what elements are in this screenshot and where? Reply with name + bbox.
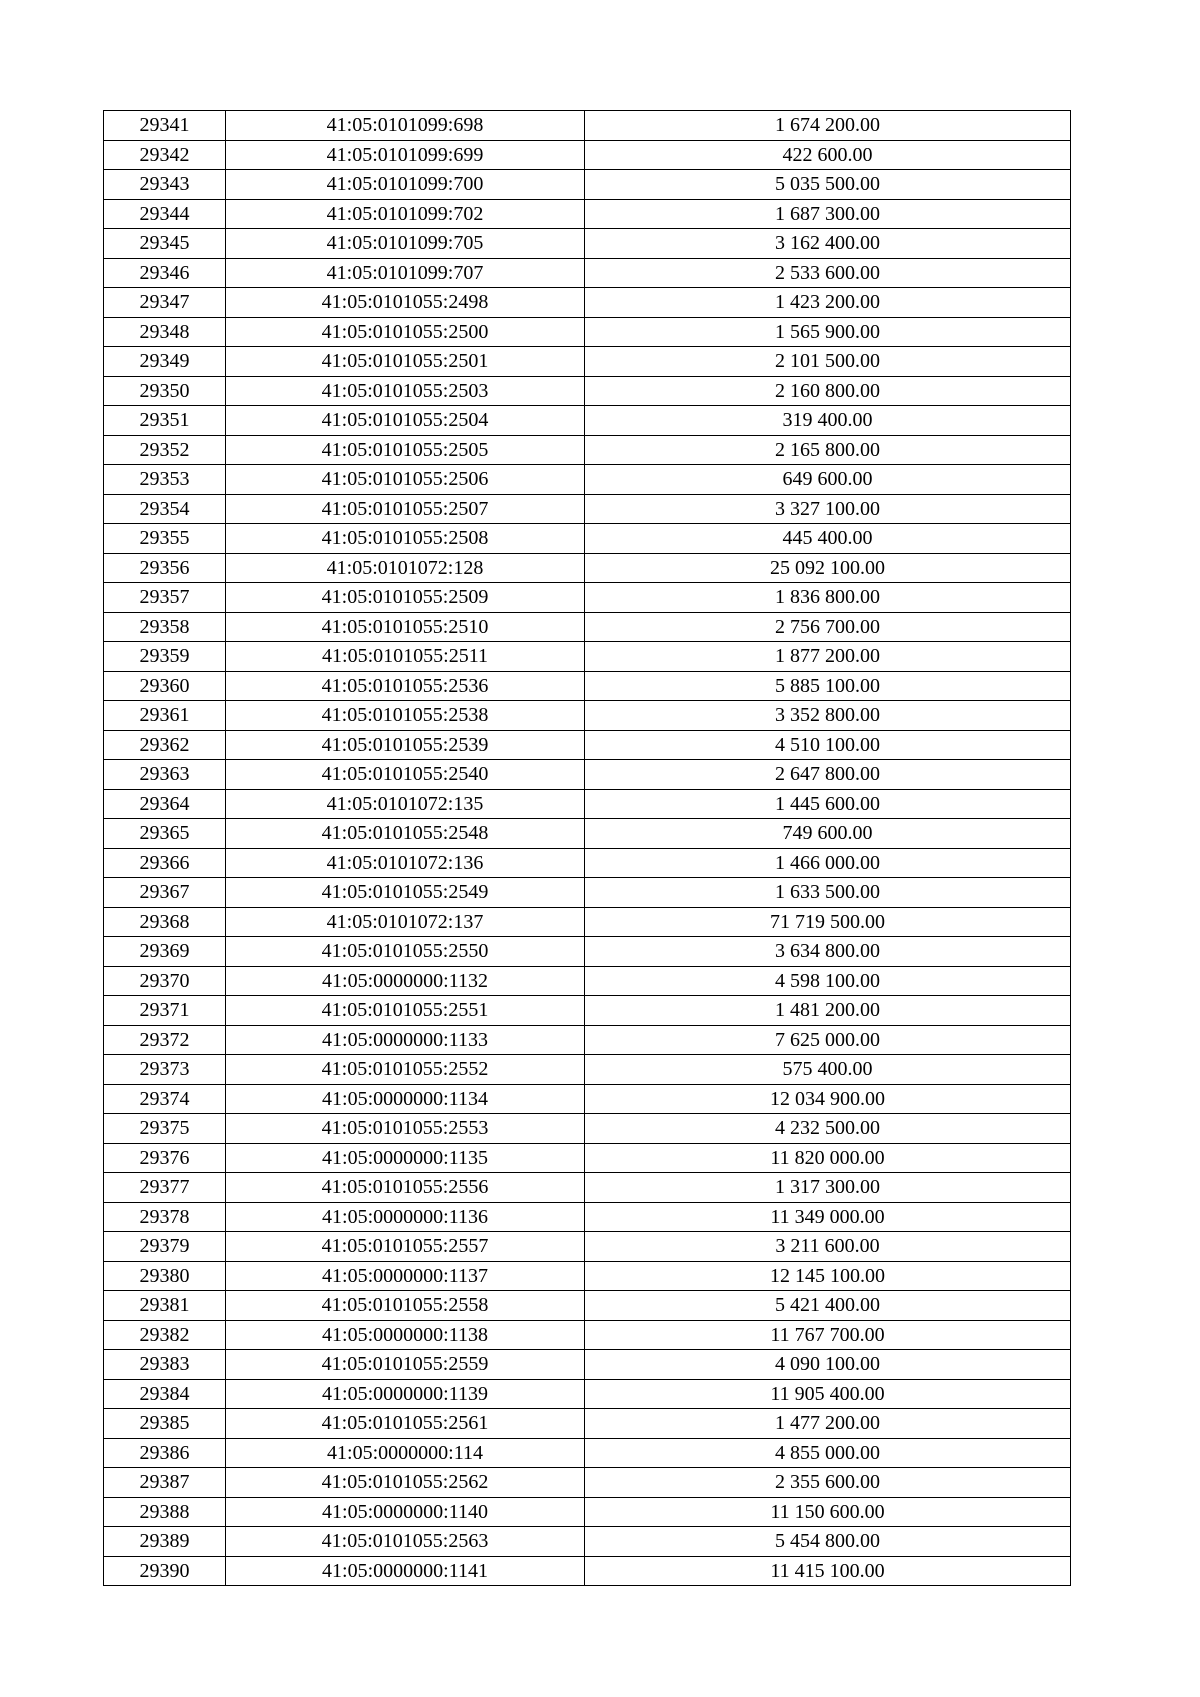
cadastral-value-cell: 12 034 900.00: [585, 1084, 1071, 1114]
cadastral-value-cell: 11 349 000.00: [585, 1202, 1071, 1232]
table-row: [104, 966, 1071, 996]
row-number-cell: 29348: [104, 317, 226, 347]
row-number-cell: 29383: [104, 1350, 226, 1380]
table-row: [104, 435, 1071, 465]
cadastral-number-cell: 41:05:0101055:2536: [226, 671, 585, 701]
row-number-cell: 29360: [104, 671, 226, 701]
cadastral-number-cell: 41:05:0101055:2558: [226, 1291, 585, 1321]
cadastral-value-cell: 1 836 800.00: [585, 583, 1071, 613]
table-body: [104, 111, 1071, 1586]
cadastral-value-cell: 4 598 100.00: [585, 966, 1071, 996]
cadastral-number-cell: 41:05:0000000:1134: [226, 1084, 585, 1114]
table-row: [104, 553, 1071, 583]
row-number-cell: 29349: [104, 347, 226, 377]
row-number-cell: 29363: [104, 760, 226, 790]
row-number-cell: 29370: [104, 966, 226, 996]
table-row: [104, 376, 1071, 406]
table-row: [104, 317, 1071, 347]
cadastral-value-cell: 1 445 600.00: [585, 789, 1071, 819]
row-number-cell: 29354: [104, 494, 226, 524]
table-row: [104, 494, 1071, 524]
cadastral-value-cell: 3 327 100.00: [585, 494, 1071, 524]
cadastral-value-cell: 2 355 600.00: [585, 1468, 1071, 1498]
table-row: [104, 1055, 1071, 1085]
cadastral-number-cell: 41:05:0101055:2510: [226, 612, 585, 642]
cadastral-value-cell: 2 756 700.00: [585, 612, 1071, 642]
table-row: [104, 1409, 1071, 1439]
row-number-cell: 29376: [104, 1143, 226, 1173]
row-number-cell: 29341: [104, 111, 226, 141]
cadastral-value-cell: 1 565 900.00: [585, 317, 1071, 347]
cadastral-value-cell: 422 600.00: [585, 140, 1071, 170]
cadastral-value-cell: 2 160 800.00: [585, 376, 1071, 406]
cadastral-value-cell: 2 101 500.00: [585, 347, 1071, 377]
table-row: [104, 819, 1071, 849]
table-row: [104, 140, 1071, 170]
row-number-cell: 29357: [104, 583, 226, 613]
cadastral-value-cell: 2 165 800.00: [585, 435, 1071, 465]
cadastral-value-cell: 319 400.00: [585, 406, 1071, 436]
cadastral-number-cell: 41:05:0101055:2540: [226, 760, 585, 790]
cadastral-number-cell: 41:05:0101055:2549: [226, 878, 585, 908]
cadastral-value-cell: 25 092 100.00: [585, 553, 1071, 583]
cadastral-number-cell: 41:05:0000000:1135: [226, 1143, 585, 1173]
cadastral-number-cell: 41:05:0101055:2551: [226, 996, 585, 1026]
cadastral-number-cell: 41:05:0101055:2507: [226, 494, 585, 524]
table-row: [104, 1025, 1071, 1055]
table-row: [104, 1143, 1071, 1173]
cadastral-number-cell: 41:05:0101055:2557: [226, 1232, 585, 1262]
cadastral-value-cell: 71 719 500.00: [585, 907, 1071, 937]
cadastral-number-cell: 41:05:0101055:2506: [226, 465, 585, 495]
cadastral-value-cell: 649 600.00: [585, 465, 1071, 495]
cadastral-number-cell: 41:05:0101055:2548: [226, 819, 585, 849]
cadastral-number-cell: 41:05:0000000:1141: [226, 1556, 585, 1586]
cadastral-value-cell: 1 687 300.00: [585, 199, 1071, 229]
cadastral-number-cell: 41:05:0101055:2498: [226, 288, 585, 318]
cadastral-number-cell: 41:05:0101055:2539: [226, 730, 585, 760]
cadastral-number-cell: 41:05:0101099:702: [226, 199, 585, 229]
row-number-cell: 29387: [104, 1468, 226, 1498]
cadastral-number-cell: 41:05:0101055:2562: [226, 1468, 585, 1498]
cadastral-value-cell: 1 466 000.00: [585, 848, 1071, 878]
row-number-cell: 29362: [104, 730, 226, 760]
cadastral-value-cell: 1 633 500.00: [585, 878, 1071, 908]
cadastral-number-cell: 41:05:0101055:2511: [226, 642, 585, 672]
cadastral-value-cell: 11 820 000.00: [585, 1143, 1071, 1173]
cadastral-number-cell: 41:05:0000000:1140: [226, 1497, 585, 1527]
cadastral-number-cell: 41:05:0101055:2508: [226, 524, 585, 554]
row-number-cell: 29386: [104, 1438, 226, 1468]
table-row: [104, 111, 1071, 141]
row-number-cell: 29378: [104, 1202, 226, 1232]
row-number-cell: 29381: [104, 1291, 226, 1321]
table-row: [104, 347, 1071, 377]
table-row: [104, 465, 1071, 495]
row-number-cell: 29344: [104, 199, 226, 229]
cadastral-value-cell: 4 855 000.00: [585, 1438, 1071, 1468]
row-number-cell: 29390: [104, 1556, 226, 1586]
table-row: [104, 229, 1071, 259]
row-number-cell: 29384: [104, 1379, 226, 1409]
row-number-cell: 29358: [104, 612, 226, 642]
table-row: [104, 612, 1071, 642]
row-number-cell: 29369: [104, 937, 226, 967]
cadastral-value-cell: 1 423 200.00: [585, 288, 1071, 318]
row-number-cell: 29361: [104, 701, 226, 731]
table-row: [104, 760, 1071, 790]
table-row: [104, 907, 1071, 937]
cadastral-number-cell: 41:05:0101099:698: [226, 111, 585, 141]
table-row: [104, 1438, 1071, 1468]
row-number-cell: 29343: [104, 170, 226, 200]
row-number-cell: 29342: [104, 140, 226, 170]
cadastral-value-cell: 5 421 400.00: [585, 1291, 1071, 1321]
row-number-cell: 29355: [104, 524, 226, 554]
table-row: [104, 406, 1071, 436]
table-row: [104, 937, 1071, 967]
row-number-cell: 29389: [104, 1527, 226, 1557]
row-number-cell: 29368: [104, 907, 226, 937]
table-row: [104, 524, 1071, 554]
cadastral-value-cell: 445 400.00: [585, 524, 1071, 554]
cadastral-value-cell: 5 454 800.00: [585, 1527, 1071, 1557]
cadastral-number-cell: 41:05:0101055:2500: [226, 317, 585, 347]
cadastral-number-cell: 41:05:0101055:2501: [226, 347, 585, 377]
table-row: [104, 258, 1071, 288]
row-number-cell: 29366: [104, 848, 226, 878]
table-row: [104, 1497, 1071, 1527]
row-number-cell: 29364: [104, 789, 226, 819]
cadastral-number-cell: 41:05:0101055:2538: [226, 701, 585, 731]
cadastral-number-cell: 41:05:0000000:1139: [226, 1379, 585, 1409]
cadastral-number-cell: 41:05:0101072:128: [226, 553, 585, 583]
row-number-cell: 29367: [104, 878, 226, 908]
row-number-cell: 29365: [104, 819, 226, 849]
table-row: [104, 1173, 1071, 1203]
cadastral-number-cell: 41:05:0101055:2509: [226, 583, 585, 613]
cadastral-value-cell: 4 510 100.00: [585, 730, 1071, 760]
cadastral-number-cell: 41:05:0101055:2559: [226, 1350, 585, 1380]
table-row: [104, 170, 1071, 200]
table-row: [104, 1084, 1071, 1114]
row-number-cell: 29388: [104, 1497, 226, 1527]
table-row: [104, 996, 1071, 1026]
row-number-cell: 29353: [104, 465, 226, 495]
row-number-cell: 29374: [104, 1084, 226, 1114]
cadastral-value-cell: 7 625 000.00: [585, 1025, 1071, 1055]
cadastral-number-cell: 41:05:0101055:2504: [226, 406, 585, 436]
table-row: [104, 199, 1071, 229]
table-row: [104, 1556, 1071, 1586]
table-row: [104, 671, 1071, 701]
table-row: [104, 730, 1071, 760]
row-number-cell: 29350: [104, 376, 226, 406]
cadastral-number-cell: 41:05:0101055:2505: [226, 435, 585, 465]
cadastral-number-cell: 41:05:0101055:2550: [226, 937, 585, 967]
cadastral-value-cell: 749 600.00: [585, 819, 1071, 849]
cadastral-value-cell: 3 162 400.00: [585, 229, 1071, 259]
table-row: [104, 789, 1071, 819]
cadastral-value-cell: 3 634 800.00: [585, 937, 1071, 967]
row-number-cell: 29385: [104, 1409, 226, 1439]
cadastral-value-cell: 2 647 800.00: [585, 760, 1071, 790]
cadastral-number-cell: 41:05:0101099:700: [226, 170, 585, 200]
cadastral-value-cell: 1 317 300.00: [585, 1173, 1071, 1203]
table-row: [104, 1291, 1071, 1321]
row-number-cell: 29345: [104, 229, 226, 259]
table-row: [104, 878, 1071, 908]
cadastral-value-cell: 1 674 200.00: [585, 111, 1071, 141]
cadastral-value-cell: 11 150 600.00: [585, 1497, 1071, 1527]
cadastral-number-cell: 41:05:0101072:135: [226, 789, 585, 819]
row-number-cell: 29352: [104, 435, 226, 465]
cadastral-value-cell: 3 352 800.00: [585, 701, 1071, 731]
table-row: [104, 1320, 1071, 1350]
cadastral-number-cell: 41:05:0101072:136: [226, 848, 585, 878]
table-row: [104, 1527, 1071, 1557]
cadastral-value-cell: 5 885 100.00: [585, 671, 1071, 701]
cadastral-value-cell: 1 481 200.00: [585, 996, 1071, 1026]
cadastral-value-cell: 4 232 500.00: [585, 1114, 1071, 1144]
cadastral-value-cell: 11 415 100.00: [585, 1556, 1071, 1586]
cadastral-value-table: [103, 110, 1071, 1586]
cadastral-number-cell: 41:05:0101055:2561: [226, 1409, 585, 1439]
row-number-cell: 29371: [104, 996, 226, 1026]
table-row: [104, 701, 1071, 731]
cadastral-number-cell: 41:05:0000000:1132: [226, 966, 585, 996]
cadastral-value-cell: 1 877 200.00: [585, 642, 1071, 672]
cadastral-number-cell: 41:05:0101055:2553: [226, 1114, 585, 1144]
row-number-cell: 29375: [104, 1114, 226, 1144]
table-row: [104, 1202, 1071, 1232]
cadastral-number-cell: 41:05:0101055:2503: [226, 376, 585, 406]
row-number-cell: 29372: [104, 1025, 226, 1055]
cadastral-number-cell: 41:05:0101099:707: [226, 258, 585, 288]
cadastral-number-cell: 41:05:0101055:2552: [226, 1055, 585, 1085]
cadastral-value-cell: 4 090 100.00: [585, 1350, 1071, 1380]
cadastral-number-cell: 41:05:0101099:699: [226, 140, 585, 170]
cadastral-value-cell: 12 145 100.00: [585, 1261, 1071, 1291]
table-row: [104, 1468, 1071, 1498]
row-number-cell: 29346: [104, 258, 226, 288]
cadastral-value-cell: 11 767 700.00: [585, 1320, 1071, 1350]
cadastral-number-cell: 41:05:0101072:137: [226, 907, 585, 937]
cadastral-number-cell: 41:05:0000000:1138: [226, 1320, 585, 1350]
row-number-cell: 29347: [104, 288, 226, 318]
row-number-cell: 29359: [104, 642, 226, 672]
cadastral-value-cell: 1 477 200.00: [585, 1409, 1071, 1439]
cadastral-number-cell: 41:05:0101055:2563: [226, 1527, 585, 1557]
table-row: [104, 1114, 1071, 1144]
cadastral-number-cell: 41:05:0000000:1136: [226, 1202, 585, 1232]
cadastral-value-cell: 575 400.00: [585, 1055, 1071, 1085]
row-number-cell: 29356: [104, 553, 226, 583]
cadastral-value-cell: 2 533 600.00: [585, 258, 1071, 288]
row-number-cell: 29379: [104, 1232, 226, 1262]
table-row: [104, 1350, 1071, 1380]
cadastral-number-cell: 41:05:0101099:705: [226, 229, 585, 259]
cadastral-value-cell: 5 035 500.00: [585, 170, 1071, 200]
cadastral-value-cell: 3 211 600.00: [585, 1232, 1071, 1262]
cadastral-number-cell: 41:05:0000000:1137: [226, 1261, 585, 1291]
cadastral-number-cell: 41:05:0101055:2556: [226, 1173, 585, 1203]
table-row: [104, 583, 1071, 613]
table-row: [104, 1232, 1071, 1262]
cadastral-value-cell: 11 905 400.00: [585, 1379, 1071, 1409]
cadastral-number-cell: 41:05:0000000:114: [226, 1438, 585, 1468]
table-row: [104, 642, 1071, 672]
table-row: [104, 288, 1071, 318]
row-number-cell: 29380: [104, 1261, 226, 1291]
row-number-cell: 29351: [104, 406, 226, 436]
row-number-cell: 29382: [104, 1320, 226, 1350]
row-number-cell: 29373: [104, 1055, 226, 1085]
row-number-cell: 29377: [104, 1173, 226, 1203]
table-row: [104, 1261, 1071, 1291]
table-row: [104, 1379, 1071, 1409]
table-row: [104, 848, 1071, 878]
cadastral-number-cell: 41:05:0000000:1133: [226, 1025, 585, 1055]
